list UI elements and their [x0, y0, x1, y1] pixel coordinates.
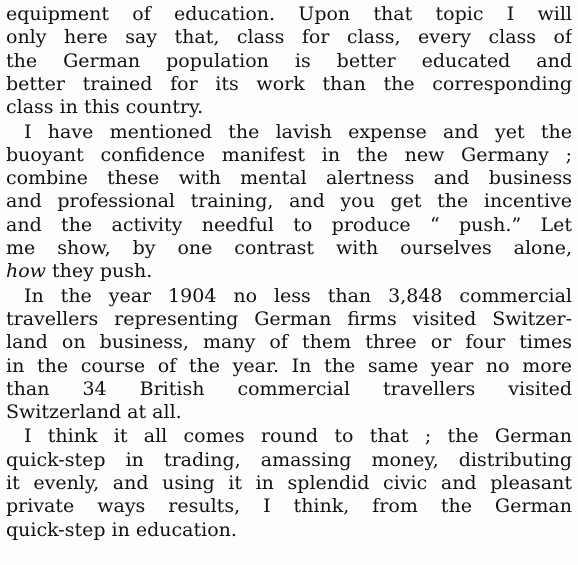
text-line: travellers representing German firms visited Switzer- [6, 307, 572, 330]
text-line: equipment of education. Upon that topic I will [6, 3, 572, 25]
text-line: private ways results, I think, from the German [6, 495, 572, 518]
text-line: than 34 British commercial travellers visited [6, 377, 572, 400]
text-line: class in this country. [6, 96, 204, 119]
text-line: In the year 1904 no less than 3,848 commercial [24, 284, 572, 307]
text-line: it evenly, and using it in splendid civic and pleasant [6, 472, 572, 494]
text-line [6, 259, 572, 283]
text-line: combine these with mental alertness and business [6, 167, 572, 190]
text-line: better trained for its work than the corresponding [6, 72, 572, 95]
text-line: Switzerland at all. [6, 401, 182, 424]
text-line: and the activity needful to produce “ push.” Let [6, 213, 572, 236]
text-line: land on business, many of them three or four times [6, 331, 572, 354]
text-line: quick-step in education. [6, 518, 237, 541]
text-line: and professional training, and you get the incentive [6, 190, 572, 213]
text-line: buoyant confidence manifest in the new Germany ; [6, 143, 572, 166]
text-line: only here say that, class for class, every class of [6, 26, 572, 49]
text-line: the German population is better educated and [6, 49, 572, 72]
text-fragment: they push. [45, 260, 153, 283]
text-line: I have mentioned the lavish expense and yet the [24, 120, 572, 143]
text-line: I think it all comes round to that ; the German [24, 425, 572, 448]
text-line: quick-step in trading, amassing money, distributing [6, 448, 572, 471]
text-line: in the course of the year. In the same year no more [6, 354, 572, 377]
text-line: me show, by one contrast with ourselves alone, [6, 237, 572, 259]
emphasis-word: how [6, 260, 46, 283]
